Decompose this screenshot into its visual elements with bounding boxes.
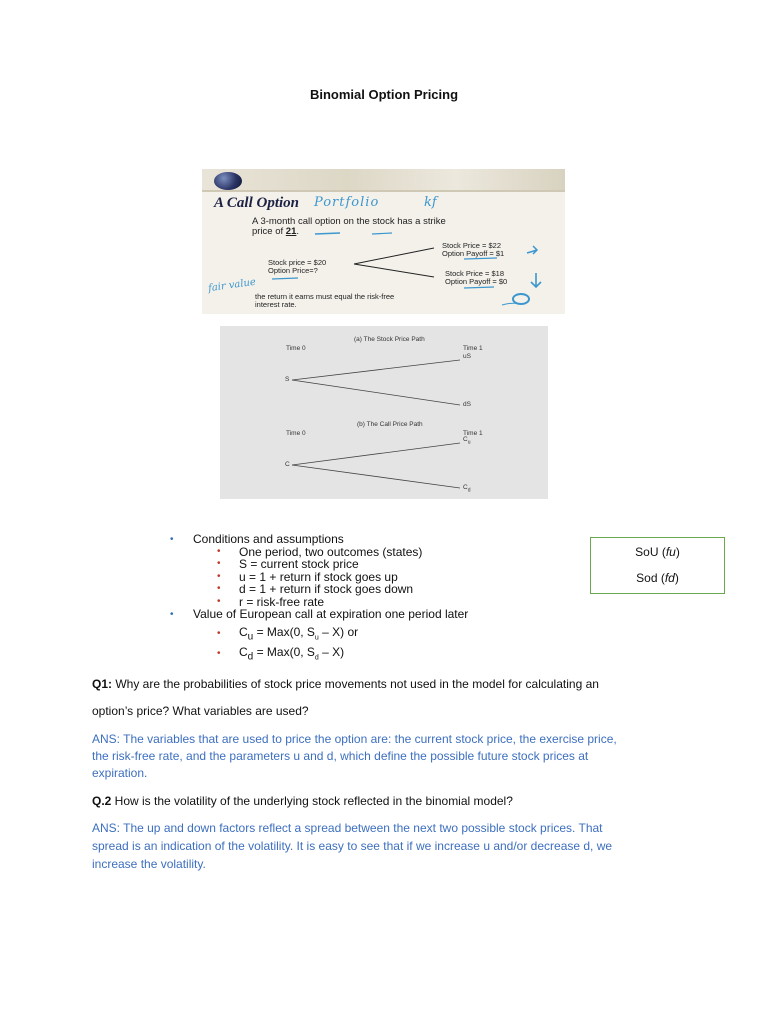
notation-down <box>591 571 724 585</box>
handwritten-note: Portfolio <box>314 195 380 210</box>
handwritten-note: fair value <box>207 276 257 295</box>
formula-text: = Max(0, S <box>253 625 315 639</box>
handwritten-note: kf <box>424 195 437 210</box>
bullet-european-call: Value of European call at expiration one period later <box>193 607 469 621</box>
question-2 <box>92 793 672 810</box>
sub-bullet: u = 1 + return if stock goes up <box>239 570 398 584</box>
notation-box <box>590 537 725 594</box>
bullet-icon: • <box>217 648 221 659</box>
stock-root-node: S <box>285 376 290 383</box>
formula-text: = Max(0, S <box>253 645 315 659</box>
bullet-icon: • <box>217 628 221 639</box>
call-down-symbol: C <box>463 484 468 491</box>
call-up-subscript: u <box>467 439 471 446</box>
call-root-node: C <box>285 461 290 468</box>
down-node-label: Stock Price = $18 <box>445 269 504 278</box>
question-1 <box>92 676 672 693</box>
question-text: Why are the probabilities of stock price movements not used in the model for calculating an <box>112 677 599 691</box>
time0-label: Time 0 <box>286 345 306 352</box>
time1-label: Time 1 <box>463 345 483 352</box>
formula-symbol: C <box>239 625 248 639</box>
slide-text-prefix: price of <box>252 226 286 237</box>
slide-text: interest rate. <box>255 300 297 309</box>
figure-a-title: (a) The Stock Price Path <box>354 336 425 343</box>
answer-1-line: the risk-free rate, and the parameters u and d, which define the possible future stock prices at <box>92 749 589 763</box>
call-up-symbol: C <box>463 436 468 443</box>
slide-text: the return it earns must equal the risk-free <box>255 292 395 301</box>
time1-label: Time 1 <box>463 430 483 437</box>
formula-cd <box>239 645 344 662</box>
bullet-icon: • <box>170 609 174 620</box>
stock-up-node: uS <box>463 353 471 360</box>
answer-2-line: increase the volatility. <box>92 857 206 871</box>
figure-b-title: (b) The Call Price Path <box>357 421 423 428</box>
up-node-label: Stock Price = $22 <box>442 241 501 250</box>
bullet-icon: • <box>217 571 221 582</box>
sub-bullet: One period, two outcomes (states) <box>239 545 423 559</box>
down-node-label: Option Payoff = $0 <box>445 277 508 286</box>
sub-bullet: S = current stock price <box>239 557 359 571</box>
bullet-icon: • <box>217 558 221 569</box>
notation-text: ) <box>675 545 680 559</box>
formula-subscript: d <box>247 651 254 663</box>
question-1-cont: option’s price? What variables are used? <box>92 704 309 718</box>
question-text: How is the volatility of the underlying stock reflected in the binomial model? <box>111 794 513 808</box>
notation-italic: fu <box>665 545 676 559</box>
up-node-label: Option Payoff = $1 <box>442 249 505 258</box>
formula-subscript: d <box>314 654 319 662</box>
bullet-icon: • <box>217 546 221 557</box>
bullet-icon: • <box>217 583 221 594</box>
formula-text: – X) <box>318 645 345 659</box>
bullet-icon: • <box>170 534 174 545</box>
answer-1-line: ANS: The variables that are used to price the option are: the current stock price, the exercise price, <box>92 732 617 746</box>
answer-1-line: expiration. <box>92 766 148 780</box>
question-label: Q.2 <box>92 794 112 808</box>
call-option-slide-image <box>202 169 565 314</box>
sub-bullet: r = risk-free rate <box>239 595 325 609</box>
formula-subscript: u <box>314 634 319 642</box>
root-node-label: Option Price=? <box>268 266 318 275</box>
bullet-icon: • <box>217 596 221 607</box>
tree-branches <box>220 326 548 499</box>
stock-down-node: dS <box>463 401 471 408</box>
notation-text: ) <box>674 571 679 585</box>
tree-branches <box>202 169 565 314</box>
binomial-tree-figure <box>220 326 548 499</box>
question-label: Q1: <box>92 677 113 691</box>
time0-label: Time 0 <box>286 430 306 437</box>
formula-cu <box>239 625 358 642</box>
answer-2-line: ANS: The up and down factors reflect a spread between the next two possible stock prices. That <box>92 821 603 835</box>
sub-bullet: d = 1 + return if stock goes down <box>239 582 414 596</box>
formula-symbol: C <box>239 645 248 659</box>
notation-italic: fd <box>664 571 675 585</box>
handwritten-circle-icon <box>513 294 529 304</box>
handwritten-arrow-icon <box>531 273 541 287</box>
slide-text-suffix: . <box>296 226 300 237</box>
notation-text: Sod ( <box>636 571 665 585</box>
strike-price: 21 <box>285 226 297 237</box>
root-node-label: Stock price = $20 <box>268 258 327 267</box>
call-down-subscript: d <box>467 487 471 494</box>
document-title: Binomial Option Pricing <box>309 87 459 102</box>
formula-text: – X) or <box>318 625 359 639</box>
answer-2-line: spread is an indication of the volatility. It is easy to see that if we increase u and/or decrease d, we <box>92 839 613 853</box>
notation-text: SoU ( <box>635 545 666 559</box>
handwritten-arrow-icon <box>527 246 537 254</box>
notation-up <box>591 545 724 559</box>
formula-subscript: u <box>247 631 254 643</box>
slide-text: A 3-month call option on the stock has a strike <box>252 216 446 227</box>
bullet-conditions: Conditions and assumptions <box>193 532 344 546</box>
slide-heading: A Call Option <box>214 195 300 211</box>
